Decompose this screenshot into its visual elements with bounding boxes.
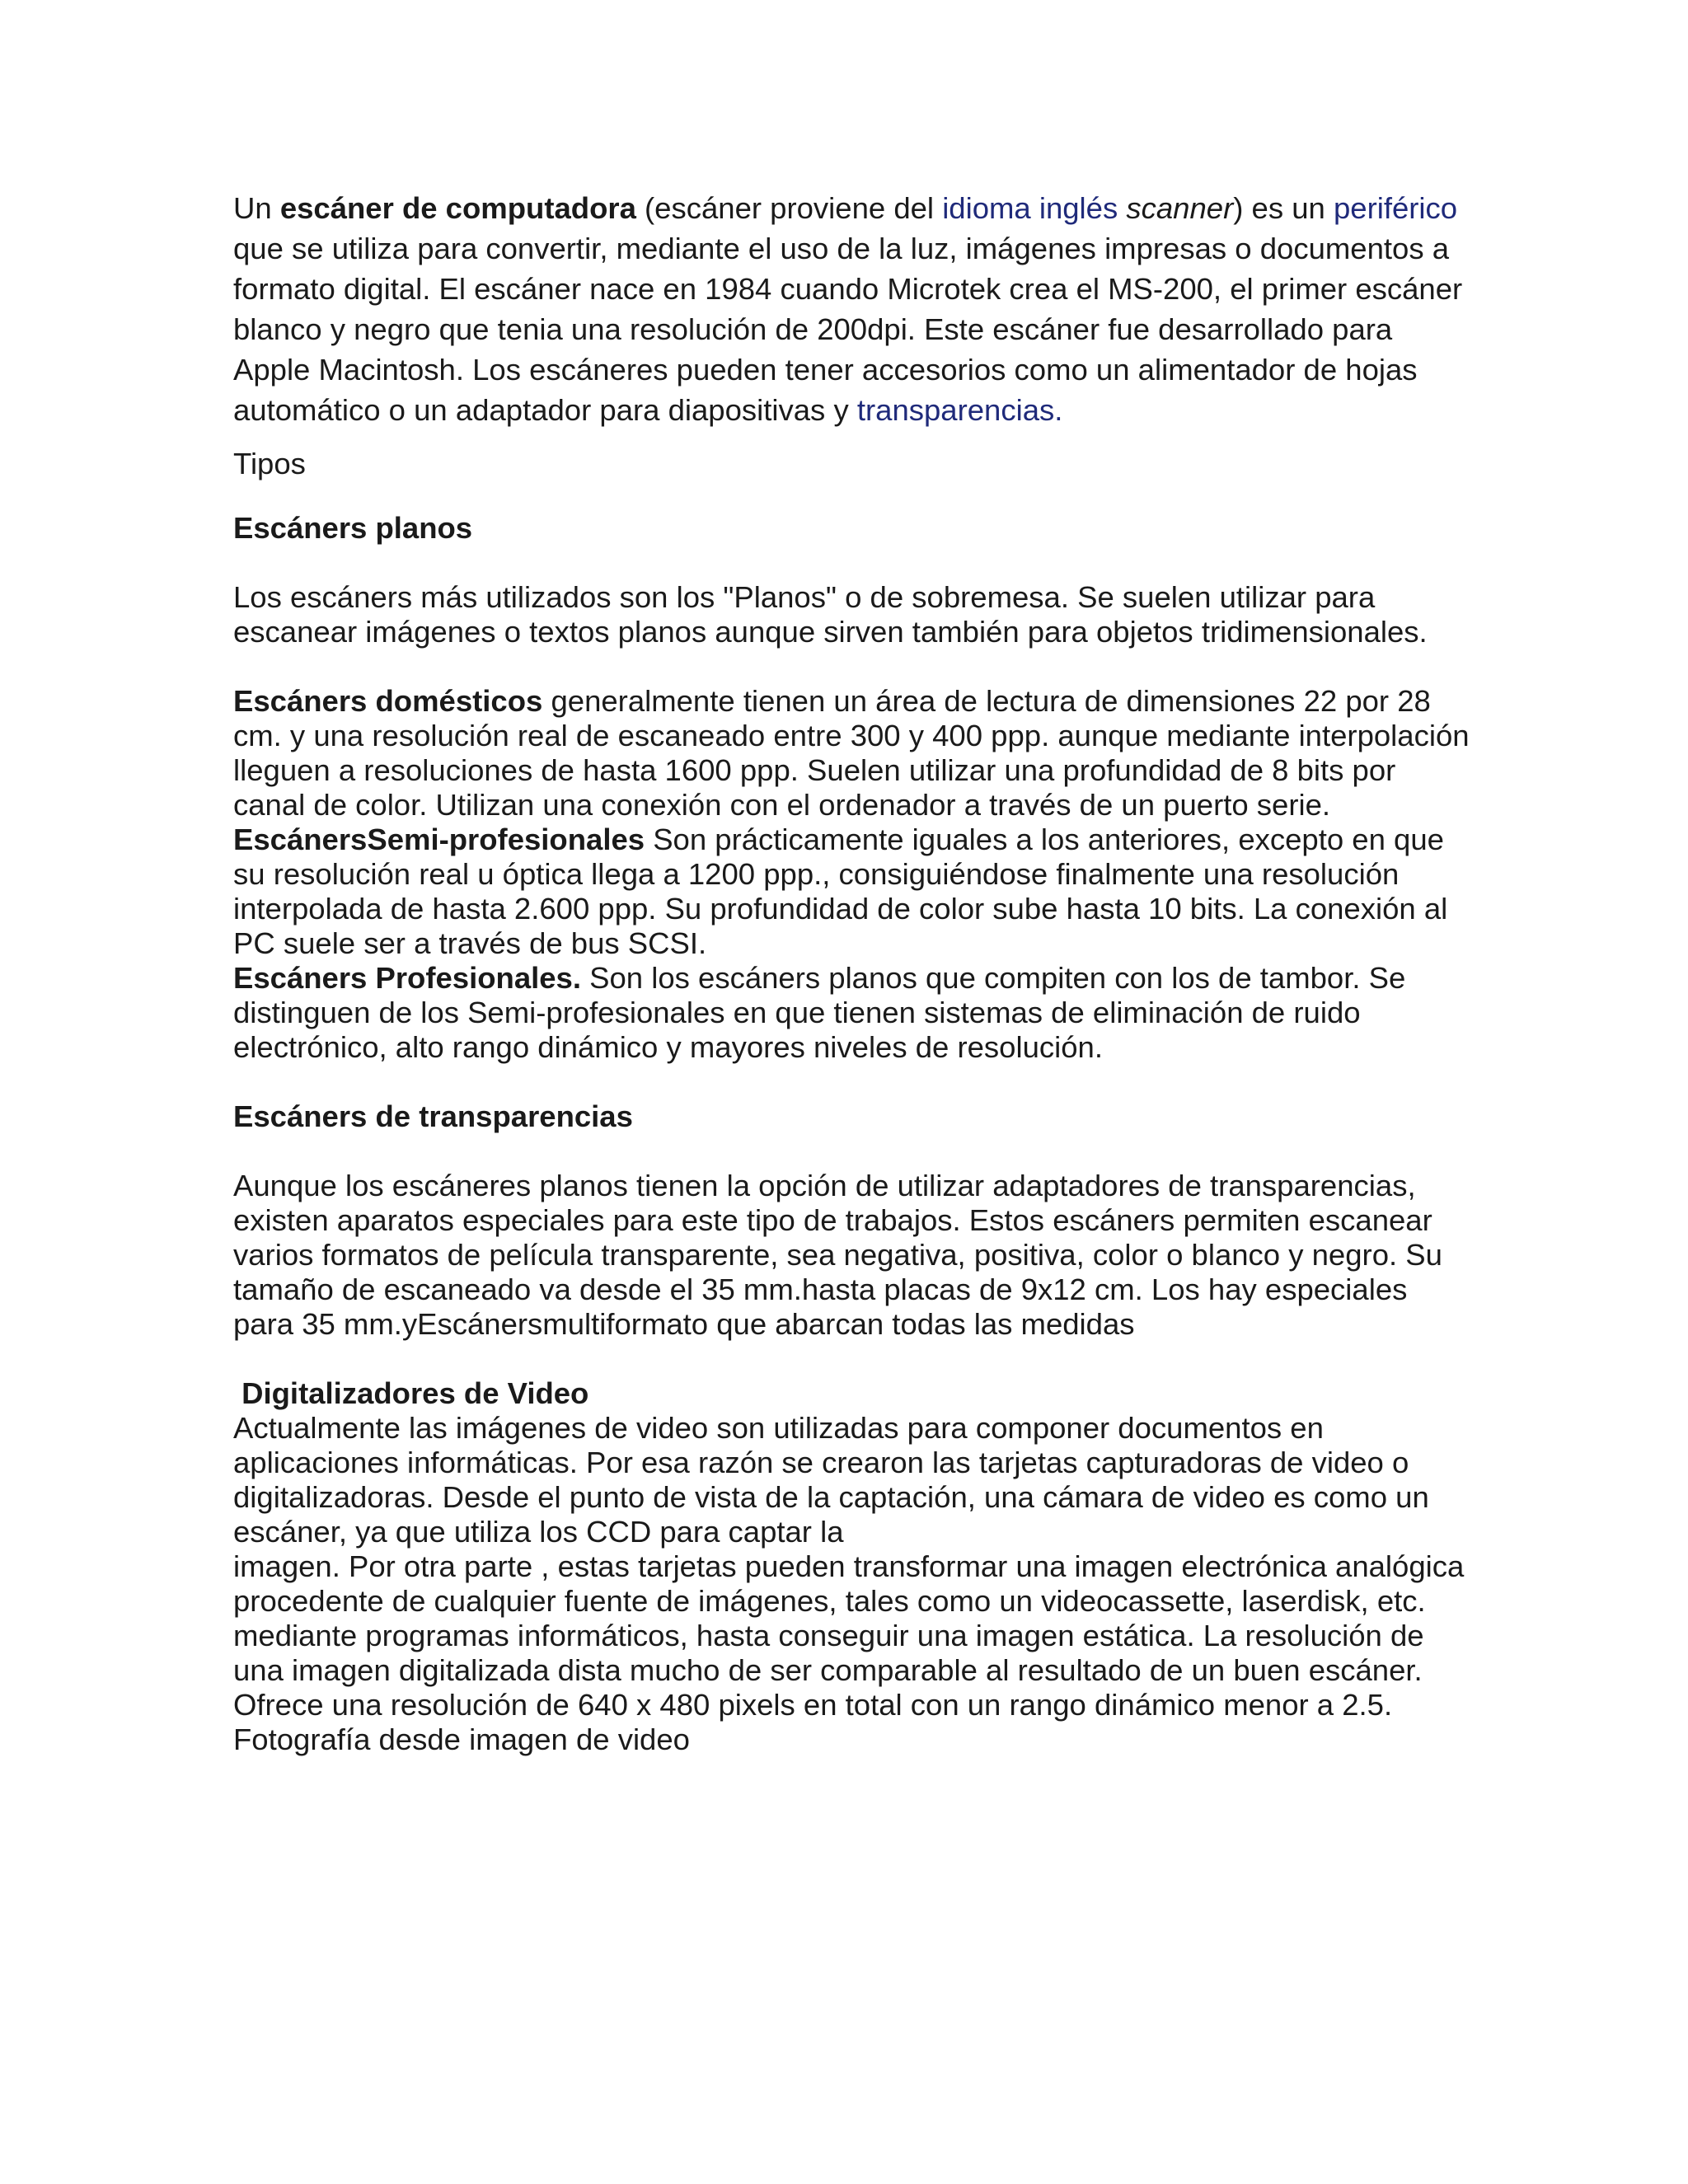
intro-text: ) es un (1233, 191, 1334, 225)
section-heading-video: Digitalizadores de Video (233, 1376, 589, 1410)
semi-profesionales-text: Son prácticamente iguales a los anteriores, excepto en que su resolución real u óptica llega a 1200 ppp., consiguiéndose finalmente una resolución interpolada de hasta 2.600 ppp. Su profundidad de color sube hasta 10 bits. La conexión al PC suele ser a través de bus SCSI. (233, 823, 1448, 960)
video-paragraph-1: Actualmente las imágenes de video son utilizadas para componer documentos en aplicaciones informáticas. Por esa razón se crearon las tarjetas capturadoras de video o digitalizadoras. Desde el punto de vista de la captación, una cámara de video es como un escáner, ya que utiliza los CCD para captar la (233, 1411, 1429, 1549)
semi-profesionales-label: EscánersSemi-profesionales (233, 823, 645, 856)
intro-paragraph (233, 188, 1470, 430)
intro-term: escáner de computadora (279, 191, 636, 225)
domesticos-label: Escáners domésticos (233, 684, 543, 718)
intro-text: que se utiliza para convertir, mediante el uso de la luz, imágenes impresas o documentos a formato digital. El escáner nace en 1984 cuando Microtek crea el MS-200, el primer escáner blanco y negro que tenia una resolución de 200dpi. Este escáner fue desarrollado para Apple Macintosh. Los escáneres pueden tener accesorios como un alimentador de hojas automático o un adaptador para diapositivas y (233, 232, 1463, 427)
periferico-link[interactable]: periférico (1333, 191, 1458, 225)
profesionales-label: Escáners Profesionales. (233, 961, 581, 995)
intro-text (1118, 191, 1126, 225)
transparencias-paragraph: Aunque los escáneres planos tienen la opción de utilizar adaptadores de transparencias, existen aparatos especiales para este tipo de trabajos. Estos escáners permiten escanear varios formatos de película transparente, sea negativa, positiva, color o blanco y negro. Su tamaño de escaneado va desde el 35 mm.hasta placas de 9x12 cm. Los hay especiales para 35 mm.yEscánersmultiformato que abarcan todas las medidas (233, 1169, 1442, 1341)
section-heading-transparencias: Escáners de transparencias (233, 1099, 633, 1133)
video-caption: Fotografía desde imagen de video (233, 1722, 690, 1756)
profesionales-paragraph (233, 961, 1470, 1065)
idioma-ingles-link[interactable]: idioma inglés (942, 191, 1118, 225)
tipos-label: Tipos (233, 447, 306, 480)
transparencias-link[interactable]: transparencias. (856, 393, 1063, 427)
planos-paragraph: Los escáners más utilizados son los "Planos" o de sobremesa. Se suelen utilizar para escanear imágenes o textos planos aunque sirven también para objetos tridimensionales. (233, 580, 1428, 649)
intro-text: Un (233, 191, 280, 225)
section-heading-planos: Escáners planos (233, 511, 473, 545)
semi-profesionales-paragraph (233, 823, 1470, 961)
domesticos-paragraph (233, 684, 1470, 823)
intro-italic-term: scanner (1126, 191, 1234, 225)
domesticos-text: generalmente tienen un área de lectura de dimensiones 22 por 28 cm. y una resolución real de escaneado entre 300 y 400 ppp. aunque mediante interpolación lleguen a resoluciones de hasta 1600 ppp. Suelen utilizar una profundidad de 8 bits por canal de color. Utilizan una conexión con el ordenador a través de un puerto serie. (233, 684, 1470, 822)
video-paragraph-2: imagen. Por otra parte , estas tarjetas pueden transformar una imagen electrónica analógica procedente de cualquier fuente de imágenes, tales como un videocassette, laserdisk, etc. mediante programas informáticos, hasta conseguir una imagen estática. La resolución de una imagen digitalizada dista mucho de ser comparable al resultado de un buen escáner. Ofrece una resolución de 640 x 480 pixels en total con un rango dinámico menor a 2.5. (233, 1549, 1465, 1722)
intro-text: (escáner proviene del (635, 191, 943, 225)
profesionales-text: Son los escáners planos que compiten con los de tambor. Se distinguen de los Semi-profesionales en que tienen sistemas de eliminación de ruido electrónico, alto rango dinámico y mayores niveles de resolución. (233, 961, 1406, 1064)
document-page (233, 188, 1470, 1757)
